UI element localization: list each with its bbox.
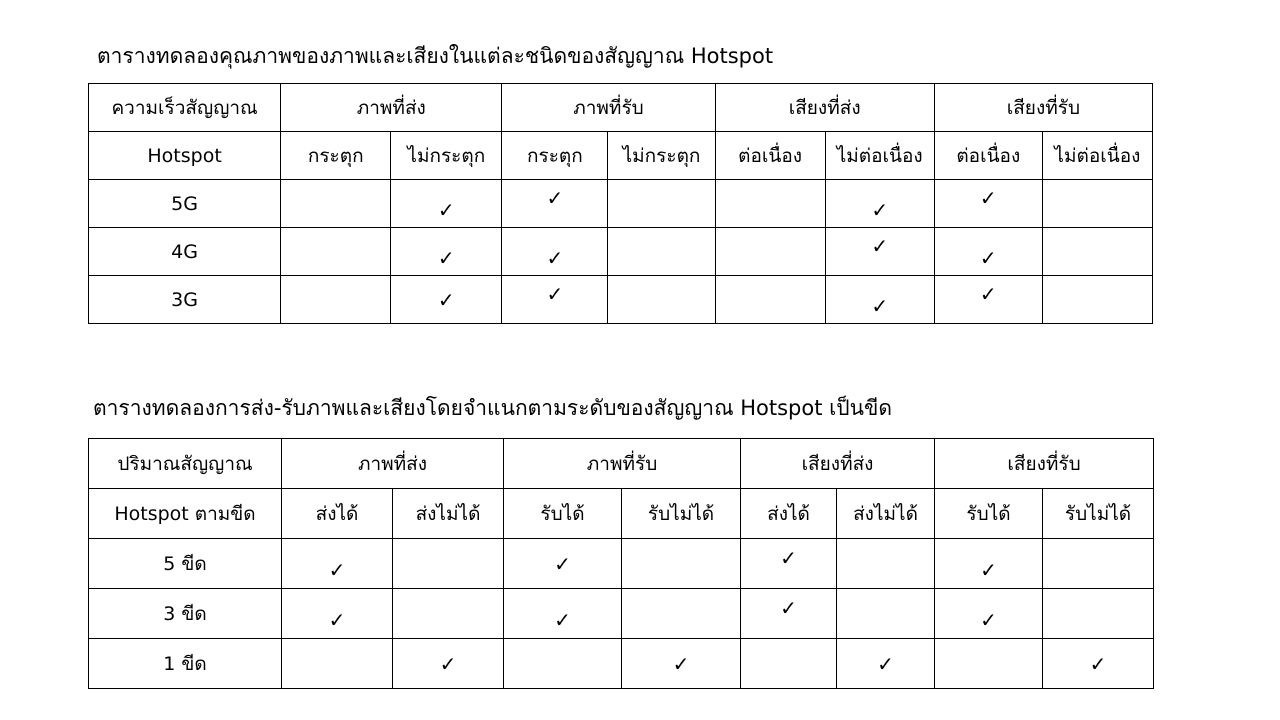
- table1-subheader: กระตุก: [281, 132, 391, 180]
- row-label: 4G: [89, 228, 281, 276]
- table1-group-header: ภาพที่รับ: [502, 84, 715, 132]
- table-cell: [281, 180, 391, 228]
- table-cell: [1042, 276, 1152, 324]
- table-row: [89, 589, 1154, 639]
- checkmark-icon: ✓: [546, 281, 564, 306]
- table-cell: [1043, 589, 1154, 639]
- table-cell: [622, 589, 741, 639]
- checkmark-icon: ✓: [980, 557, 997, 582]
- table2-caption: ตารางทดลองการส่ง-รับภาพและเสียงโดยจำแนกตามระดับของสัญญาณ Hotspot เป็นขีด: [93, 396, 892, 420]
- table-cell: [1043, 639, 1154, 689]
- table2-row-header-top: ปริมาณสัญญาณ: [89, 439, 282, 489]
- table-cell: [934, 228, 1042, 276]
- table-cell: [608, 180, 715, 228]
- table2-subheader: ส่งไม่ได้: [837, 489, 935, 539]
- checkmark-icon: ✓: [546, 245, 564, 270]
- checkmark-icon: ✓: [328, 557, 346, 582]
- table-cell: [502, 180, 608, 228]
- table-row: [89, 276, 1153, 324]
- table2-subheader: รับไม่ได้: [622, 489, 741, 539]
- checkmark-icon: ✓: [780, 545, 797, 570]
- table1-row-header-top: ความเร็วสัญญาณ: [89, 84, 281, 132]
- checkmark-icon: ✓: [980, 607, 997, 632]
- table-cell: [622, 639, 741, 689]
- table-cell: [393, 539, 504, 589]
- table-row: [89, 539, 1154, 589]
- table2-subheader: ส่งได้: [282, 489, 393, 539]
- table2-subheader-row: [89, 489, 1154, 539]
- table1-group-header: เสียงที่ส่ง: [715, 84, 934, 132]
- table1-subheader: กระตุก: [502, 132, 608, 180]
- checkmark-icon: ✓: [437, 245, 455, 270]
- table-cell: [825, 180, 934, 228]
- table2-subheader: ส่งได้: [741, 489, 837, 539]
- table-cell: [1043, 539, 1154, 589]
- table-cell: [935, 639, 1043, 689]
- table-cell: [1042, 228, 1152, 276]
- checkmark-icon: ✓: [871, 293, 889, 318]
- table-cell: [391, 276, 502, 324]
- table-row: [89, 639, 1154, 689]
- table-cell: [504, 639, 622, 689]
- table-cell: [504, 539, 622, 589]
- table-cell: [608, 276, 715, 324]
- table-cell: [715, 180, 825, 228]
- table-cell: [837, 589, 935, 639]
- signal-bars-table: [88, 438, 1154, 689]
- table-cell: [502, 276, 608, 324]
- table1-subheader-row: [89, 132, 1153, 180]
- table-cell: [741, 539, 837, 589]
- row-label: 5G: [89, 180, 281, 228]
- table-cell: [741, 589, 837, 639]
- table1-group-header: เสียงที่รับ: [934, 84, 1152, 132]
- table2-row-header-bottom: Hotspot ตามขีด: [89, 489, 282, 539]
- table-cell: [622, 539, 741, 589]
- checkmark-icon: ✓: [780, 595, 797, 620]
- checkmark-icon: ✓: [672, 651, 690, 676]
- table-cell: [935, 589, 1043, 639]
- table-cell: [393, 639, 504, 689]
- table2-subheader: รับไม่ได้: [1043, 489, 1154, 539]
- table1-subheader: ไม่ต่อเนื่อง: [825, 132, 934, 180]
- signal-quality-table: [88, 83, 1153, 324]
- checkmark-icon: ✓: [871, 233, 889, 258]
- checkmark-icon: ✓: [439, 651, 457, 676]
- table-cell: [934, 180, 1042, 228]
- checkmark-icon: ✓: [546, 185, 564, 210]
- table-cell: [502, 228, 608, 276]
- table-cell: [837, 539, 935, 589]
- table-cell: [1042, 180, 1152, 228]
- table-cell: [393, 589, 504, 639]
- table-cell: [282, 639, 393, 689]
- checkmark-icon: ✓: [979, 185, 997, 210]
- row-label: 3 ขีด: [89, 589, 282, 639]
- table2-group-header: ภาพที่รับ: [504, 439, 741, 489]
- table2-subheader: รับได้: [935, 489, 1043, 539]
- checkmark-icon: ✓: [877, 651, 894, 676]
- table2-group-header: เสียงที่ส่ง: [741, 439, 935, 489]
- checkmark-icon: ✓: [328, 607, 346, 632]
- table-cell: [837, 639, 935, 689]
- checkmark-icon: ✓: [979, 245, 997, 270]
- checkmark-icon: ✓: [1089, 651, 1107, 676]
- table1-group-header: ภาพที่ส่ง: [281, 84, 502, 132]
- table-cell: [281, 228, 391, 276]
- table-cell: [741, 639, 837, 689]
- table-cell: [391, 180, 502, 228]
- table-cell: [715, 276, 825, 324]
- table-cell: [935, 539, 1043, 589]
- table-cell: [504, 589, 622, 639]
- table-cell: [608, 228, 715, 276]
- table1-header-row: [89, 84, 1153, 132]
- table1-subheader: ไม่กระตุก: [608, 132, 715, 180]
- table2-group-header: ภาพที่ส่ง: [282, 439, 504, 489]
- table2-group-header: เสียงที่รับ: [935, 439, 1154, 489]
- row-label: 3G: [89, 276, 281, 324]
- checkmark-icon: ✓: [554, 551, 571, 576]
- table1-row-header-bottom: Hotspot: [89, 132, 281, 180]
- table1-subheader: ต่อเนื่อง: [715, 132, 825, 180]
- checkmark-icon: ✓: [554, 607, 571, 632]
- checkmark-icon: ✓: [979, 281, 997, 306]
- table-cell: [282, 539, 393, 589]
- checkmark-icon: ✓: [871, 197, 889, 222]
- table-cell: [825, 276, 934, 324]
- table-cell: [391, 228, 502, 276]
- table-cell: [934, 276, 1042, 324]
- table1-subheader: ไม่ต่อเนื่อง: [1042, 132, 1152, 180]
- table1-subheader: ไม่กระตุก: [391, 132, 502, 180]
- row-label: 1 ขีด: [89, 639, 282, 689]
- table1-caption: ตารางทดลองคุณภาพของภาพและเสียงในแต่ละชนิดของสัญญาณ Hotspot: [97, 44, 774, 68]
- table-cell: [282, 589, 393, 639]
- table-row: [89, 180, 1153, 228]
- table-cell: [281, 276, 391, 324]
- table2-header-row: [89, 439, 1154, 489]
- checkmark-icon: ✓: [437, 197, 455, 222]
- table-row: [89, 228, 1153, 276]
- checkmark-icon: ✓: [437, 287, 455, 312]
- table1-subheader: ต่อเนื่อง: [934, 132, 1042, 180]
- table-cell: [715, 228, 825, 276]
- table2-subheader: ส่งไม่ได้: [393, 489, 504, 539]
- table-cell: [825, 228, 934, 276]
- row-label: 5 ขีด: [89, 539, 282, 589]
- table2-subheader: รับได้: [504, 489, 622, 539]
